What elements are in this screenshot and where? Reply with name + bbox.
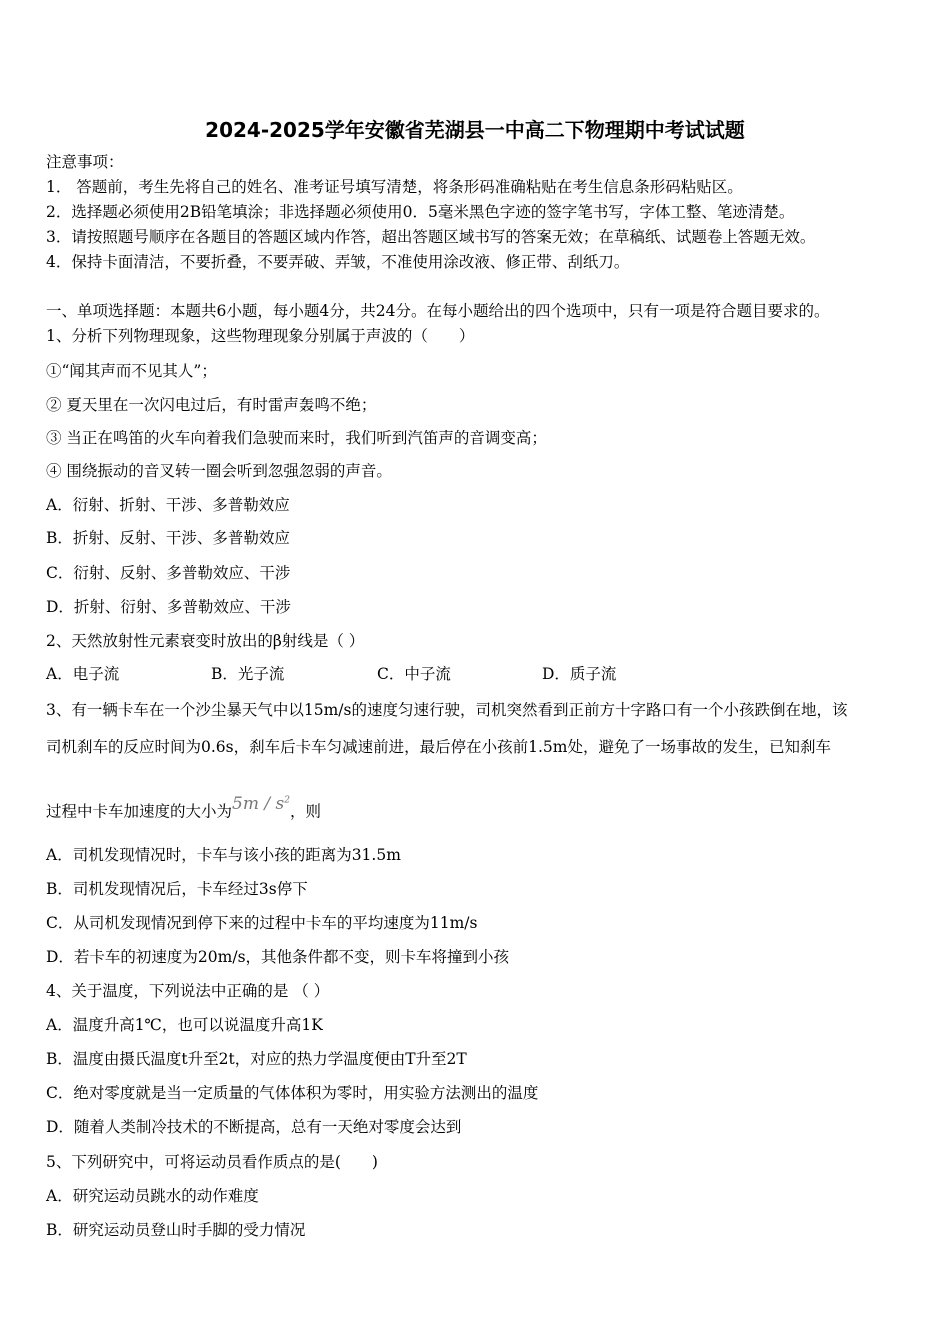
- q1-option-a: A．衍射、折射、干涉、多普勒效应: [46, 496, 290, 514]
- q4-stem: 4、关于温度，下列说法中正确的是 （ ）: [46, 982, 330, 1000]
- q5-option-b: B．研究运动员登山时手脚的受力情况: [46, 1221, 306, 1239]
- page-title: 2024-2025学年安徽省芜湖县一中高二下物理期中考试试题: [205, 118, 745, 142]
- notice-item-4: 4．保持卡面清洁，不要折叠，不要弄破、弄皱，不准使用涂改液、修正带、刮纸刀。: [46, 253, 630, 271]
- q4-option-d: D．随着人类制冷技术的不断提高，总有一天绝对零度会达到: [46, 1118, 462, 1136]
- q1-option-c: C．衍射、反射、多普勒效应、干涉: [46, 564, 291, 582]
- q4-option-c: C．绝对零度就是当一定质量的气体体积为零时，用实验方法测出的温度: [46, 1084, 539, 1102]
- q3-option-d: D．若卡车的初速度为20m/s，其他条件都不变，则卡车将撞到小孩: [46, 948, 510, 966]
- q3-option-a: A．司机发现情况时，卡车与该小孩的距离为31.5m: [46, 846, 401, 864]
- acceleration-exponent: 2: [284, 795, 290, 805]
- notice-heading: 注意事项：: [46, 153, 124, 171]
- q4-option-b: B．温度由摄氏温度t升至2t，对应的热力学温度便由T升至2T: [46, 1050, 467, 1068]
- section-heading: 一、单项选择题：本题共6小题，每小题4分，共24分。在每小题给出的四个选项中，只有一项是符合题目要求的。: [46, 302, 830, 320]
- q1-item-1: ①“闻其声而不见其人”；: [46, 362, 217, 380]
- q2-option-c: C．中子流: [377, 665, 451, 683]
- q1-option-d: D．折射、衍射、多普勒效应、干涉: [46, 598, 291, 616]
- q3-option-b: B．司机发现情况后，卡车经过3s停下: [46, 880, 308, 898]
- acceleration-formula: [232, 794, 290, 814]
- q3-line3-text: 过程中卡车加速度的大小为: [46, 802, 233, 821]
- q4-option-a: A．温度升高1℃，也可以说温度升高1K: [46, 1016, 323, 1034]
- q3-stem-line2: 司机刹车的反应时间为0.6s，刹车后卡车匀减速前进，最后停在小孩前1.5m处，避免了一场事故的发生，已知刹车: [46, 738, 831, 756]
- q3-stem-line1: 3、有一辆卡车在一个沙尘暴天气中以15m/s的速度匀速行驶，司机突然看到正前方十字路口有一个小孩跌倒在地，该: [46, 701, 848, 719]
- q1-stem: 1、分析下列物理现象，这些物理现象分别属于声波的（ ）: [46, 327, 475, 345]
- q2-stem: 2、天然放射性元素衰变时放出的β射线是（ ）: [46, 632, 365, 650]
- q2-option-a: A．电子流: [46, 665, 120, 683]
- q1-item-2: ② 夏天里在一次闪电过后，有时雷声轰鸣不绝；: [46, 396, 377, 414]
- q3-option-c: C．从司机发现情况到停下来的过程中卡车的平均速度为11m/s: [46, 914, 478, 932]
- acceleration-value: 5m / s: [232, 793, 285, 814]
- q1-item-3: ③ 当正在鸣笛的火车向着我们急驶而来时，我们听到汽笛声的音调变高；: [46, 429, 547, 447]
- q2-option-d: D．质子流: [542, 665, 617, 683]
- notice-item-1: 1． 答题前，考生先将自己的姓名、准考证号填写清楚，将条形码准确粘贴在考生信息条形码粘贴区。: [46, 178, 743, 196]
- q3-stem-line3: [46, 793, 321, 822]
- q5-option-a: A．研究运动员跳水的动作难度: [46, 1187, 259, 1205]
- q1-item-4: ④ 围绕振动的音叉转一圈会听到忽强忽弱的声音。: [46, 462, 392, 480]
- notice-item-2: 2．选择题必须使用2B铅笔填涂；非选择题必须使用0．5毫米黑色字迹的签字笔书写，字体工整、笔迹清楚。: [46, 203, 795, 221]
- q1-option-b: B．折射、反射、干涉、多普勒效应: [46, 529, 290, 547]
- notice-item-3: 3．请按照题号顺序在各题目的答题区域内作答，超出答题区域书写的答案无效；在草稿纸、试题卷上答题无效。: [46, 228, 816, 246]
- q3-line3-end: ，则: [289, 802, 321, 821]
- q2-option-b: B．光子流: [211, 665, 285, 683]
- q5-stem: 5、下列研究中，可将运动员看作质点的是( ): [46, 1153, 378, 1171]
